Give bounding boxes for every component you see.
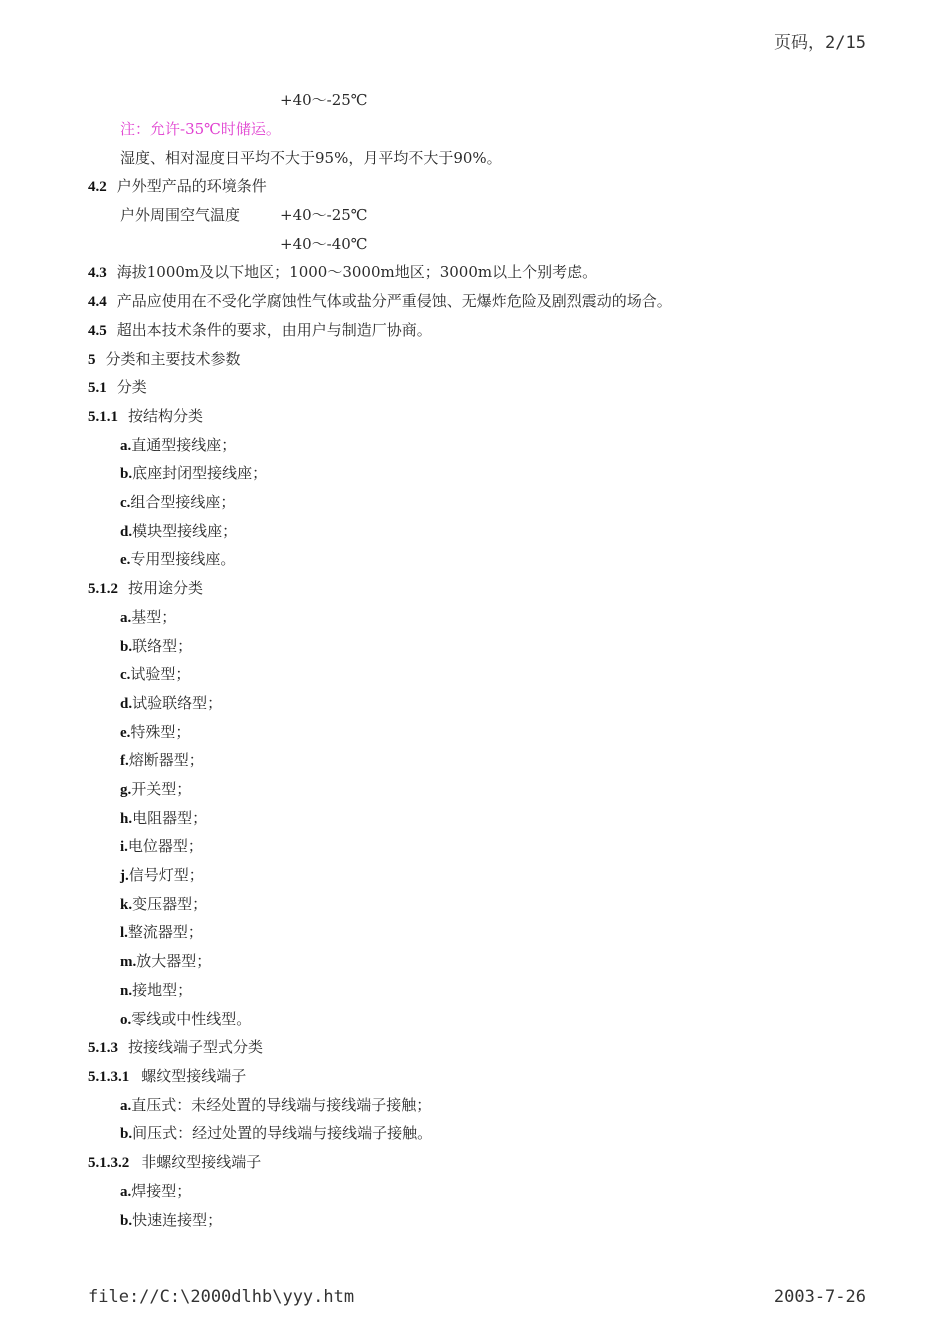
list-item-label: c. bbox=[120, 667, 131, 683]
print-date: 2003-7-26 bbox=[773, 1287, 866, 1307]
list-item bbox=[120, 521, 237, 542]
list-item-text: 特殊型； bbox=[130, 723, 191, 741]
section-number: 4.4 bbox=[88, 294, 107, 310]
list-item-label: c. bbox=[120, 495, 131, 511]
list-item-label: k. bbox=[120, 897, 133, 913]
list-item-label: b. bbox=[120, 639, 133, 655]
section-number: 4.3 bbox=[88, 265, 107, 281]
list-item-label: e. bbox=[120, 552, 131, 568]
list-item-text: 模块型接线座； bbox=[132, 522, 238, 540]
list-item-text: 组合型接线座； bbox=[130, 493, 236, 511]
list-item-text: 整流器型； bbox=[127, 923, 203, 941]
list-item-text: 基型； bbox=[131, 608, 177, 626]
section-text: 产品应使用在不受化学腐蚀性气体或盐分严重侵蚀、无爆炸危险及剧烈震动的场合。 bbox=[116, 292, 672, 310]
section-title: 户外型产品的环境条件 bbox=[116, 177, 267, 195]
section-text: 海拔1000m及以下地区；1000～3000m地区；3000m以上个别考虑。 bbox=[116, 263, 598, 281]
list-item-text: 底座封闭型接线座； bbox=[132, 464, 268, 482]
list-item bbox=[120, 722, 190, 743]
list-item bbox=[120, 1181, 191, 1202]
outdoor-temperature-label: 户外周围空气温度 bbox=[120, 206, 241, 224]
list-item bbox=[120, 1009, 251, 1030]
section-4-4 bbox=[88, 291, 672, 312]
list-item-text: 接地型； bbox=[132, 981, 193, 999]
list-item-text: 开关型； bbox=[131, 780, 192, 798]
section-title: 分类 bbox=[116, 378, 147, 396]
list-item-label: j. bbox=[120, 868, 129, 884]
list-item bbox=[120, 1123, 432, 1144]
list-item-text: 零线或中性线型。 bbox=[131, 1010, 252, 1028]
list-item-label: a. bbox=[120, 438, 132, 454]
list-item-text: 直压式：未经处置的导线端与接线端子接触； bbox=[131, 1096, 432, 1114]
section-5-1-1 bbox=[88, 406, 203, 427]
list-item-text: 试验型； bbox=[130, 665, 191, 683]
section-title: 按用途分类 bbox=[128, 579, 204, 597]
section-title: 按结构分类 bbox=[128, 407, 204, 425]
list-item bbox=[120, 492, 235, 513]
section-number: 4.2 bbox=[88, 179, 107, 195]
list-item-text: 放大器型； bbox=[136, 952, 212, 970]
outdoor-temperature-row bbox=[120, 205, 368, 225]
list-item bbox=[120, 951, 211, 972]
section-5-1 bbox=[88, 377, 147, 398]
section-title: 分类和主要技术参数 bbox=[105, 350, 241, 368]
page-number: 页码，2/15 bbox=[774, 33, 866, 53]
list-item bbox=[120, 836, 203, 857]
list-item-label: b. bbox=[120, 466, 133, 482]
file-path-link[interactable]: file://C:\2000dlhb\yyy.htm bbox=[88, 1287, 355, 1307]
list-item-text: 熔断器型； bbox=[128, 751, 204, 769]
list-item-label: d. bbox=[120, 696, 133, 712]
section-number: 5 bbox=[88, 352, 96, 368]
section-number: 5.1 bbox=[88, 380, 107, 396]
list-item-text: 电位器型； bbox=[127, 837, 203, 855]
list-item-label: h. bbox=[120, 811, 133, 827]
list-item bbox=[120, 922, 203, 943]
section-number: 5.1.3.2 bbox=[88, 1155, 130, 1171]
section-title: 螺纹型接线端子 bbox=[141, 1067, 247, 1085]
section-5 bbox=[88, 349, 241, 370]
list-item-text: 试验联络型； bbox=[132, 694, 223, 712]
list-item bbox=[120, 865, 204, 886]
list-item-text: 信号灯型； bbox=[128, 866, 204, 884]
list-item bbox=[120, 435, 236, 456]
temperature-range-2: +40～-40℃ bbox=[280, 235, 368, 253]
section-number: 4.5 bbox=[88, 323, 107, 339]
list-item-text: 专用型接线座。 bbox=[130, 550, 236, 568]
list-item-text: 直通型接线座； bbox=[131, 436, 237, 454]
list-item-label: e. bbox=[120, 725, 131, 741]
section-4-2 bbox=[88, 176, 267, 197]
section-number: 5.1.3 bbox=[88, 1040, 118, 1056]
list-item bbox=[120, 636, 192, 657]
list-item-label: b. bbox=[120, 1126, 133, 1142]
list-item-label: n. bbox=[120, 983, 133, 999]
humidity-text: 湿度、相对湿度日平均不大于95%，月平均不大于90%。 bbox=[120, 149, 502, 167]
list-item-text: 焊接型； bbox=[131, 1182, 192, 1200]
list-item-label: i. bbox=[120, 839, 128, 855]
list-item bbox=[120, 779, 191, 800]
list-item-label: b. bbox=[120, 1213, 133, 1229]
list-item bbox=[120, 750, 204, 771]
section-number: 5.1.2 bbox=[88, 581, 118, 597]
list-item-label: g. bbox=[120, 782, 132, 798]
section-5-1-3-1 bbox=[88, 1066, 246, 1087]
list-item-label: o. bbox=[120, 1012, 132, 1028]
list-item-label: d. bbox=[120, 524, 133, 540]
list-item-text: 快速连接型； bbox=[132, 1211, 223, 1229]
list-item-text: 联络型； bbox=[132, 637, 193, 655]
list-item-label: a. bbox=[120, 610, 132, 626]
section-number: 5.1.1 bbox=[88, 409, 118, 425]
list-item bbox=[120, 664, 190, 685]
list-item bbox=[120, 607, 176, 628]
list-item bbox=[120, 549, 235, 570]
section-text: 超出本技术条件的要求，由用户与制造厂协商。 bbox=[116, 321, 432, 339]
list-item-label: a. bbox=[120, 1184, 132, 1200]
list-item bbox=[120, 808, 207, 829]
section-5-1-3-2 bbox=[88, 1152, 261, 1173]
list-item bbox=[120, 1095, 431, 1116]
section-number: 5.1.3.1 bbox=[88, 1069, 130, 1085]
list-item bbox=[120, 1210, 222, 1231]
list-item-text: 电阻器型； bbox=[132, 809, 208, 827]
section-4-3 bbox=[88, 262, 597, 283]
list-item-text: 变压器型； bbox=[132, 895, 208, 913]
list-item bbox=[120, 894, 207, 915]
list-item bbox=[120, 463, 267, 484]
list-item-text: 间压式：经过处置的导线端与接线端子接触。 bbox=[132, 1124, 433, 1142]
section-4-5 bbox=[88, 320, 432, 341]
temperature-range-1: +40～-25℃ bbox=[280, 91, 368, 109]
list-item-label: a. bbox=[120, 1098, 132, 1114]
list-item-label: m. bbox=[120, 954, 137, 970]
list-item-label: l. bbox=[120, 925, 128, 941]
list-item bbox=[120, 980, 192, 1001]
section-title: 按接线端子型式分类 bbox=[128, 1038, 264, 1056]
section-5-1-3 bbox=[88, 1037, 263, 1058]
storage-note: 注：允许-35℃时储运。 bbox=[120, 120, 281, 138]
list-item bbox=[120, 693, 222, 714]
outdoor-temperature-value: +40～-25℃ bbox=[280, 206, 368, 224]
section-5-1-2 bbox=[88, 578, 203, 599]
list-item-label: f. bbox=[120, 753, 129, 769]
section-title: 非螺纹型接线端子 bbox=[141, 1153, 262, 1171]
